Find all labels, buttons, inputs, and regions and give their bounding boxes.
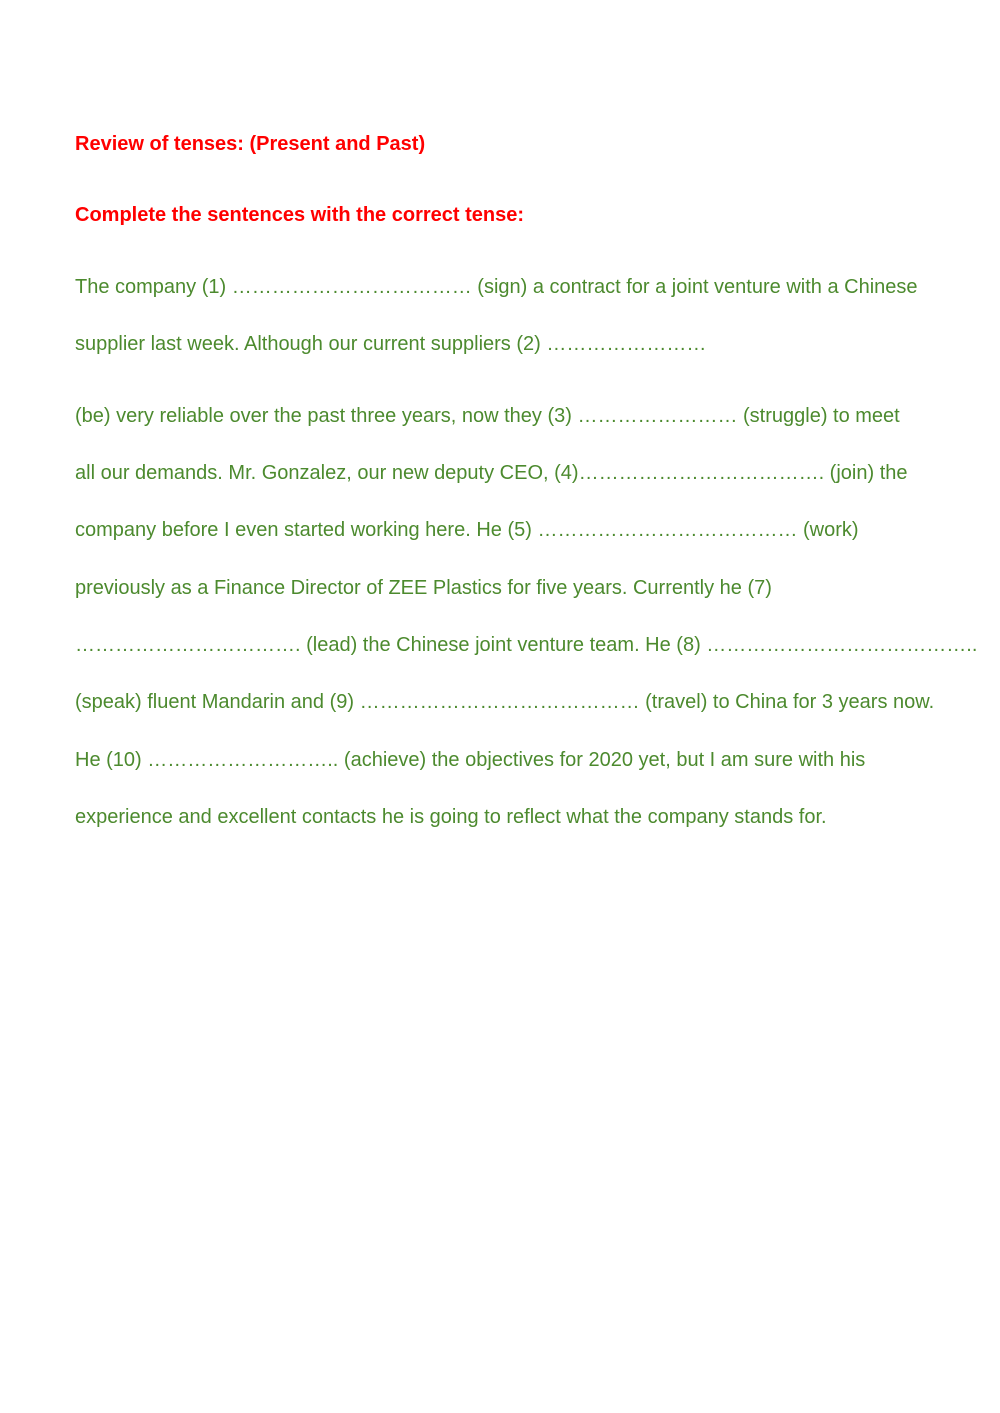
text-line-5: company before I even started working here. He (5) ………………………………… (work) <box>75 519 859 541</box>
text-line-2: supplier last week. Although our current suppliers (2) …………………… <box>75 333 707 355</box>
worksheet-heading: Review of tenses: (Present and Past) <box>75 133 426 155</box>
text-line-6: previously as a Finance Director of ZEE Plastics for five years. Currently he (7) <box>75 577 772 599</box>
text-line-10: experience and excellent contacts he is going to reflect what the company stands for. <box>75 806 827 828</box>
text-line-7: ……………………………. (lead) the Chinese joint venture team. He (8) ………………………………….. <box>75 634 978 656</box>
text-line-4: all our demands. Mr. Gonzalez, our new deputy CEO, (4)………………………………. (join) the <box>75 462 908 484</box>
text-line-1: The company (1) ……………………………… (sign) a contract for a joint venture with a Chinese <box>75 276 918 298</box>
text-line-9: He (10) ……………………….. (achieve) the objectives for 2020 yet, but I am sure with his <box>75 749 866 771</box>
worksheet-instruction: Complete the sentences with the correct tense: <box>75 204 525 226</box>
text-line-8: (speak) fluent Mandarin and (9) …………………………………… (travel) to China for 3 years now. <box>75 691 935 713</box>
text-line-3: (be) very reliable over the past three years, now they (3) …………………… (struggle) to meet <box>75 405 900 427</box>
